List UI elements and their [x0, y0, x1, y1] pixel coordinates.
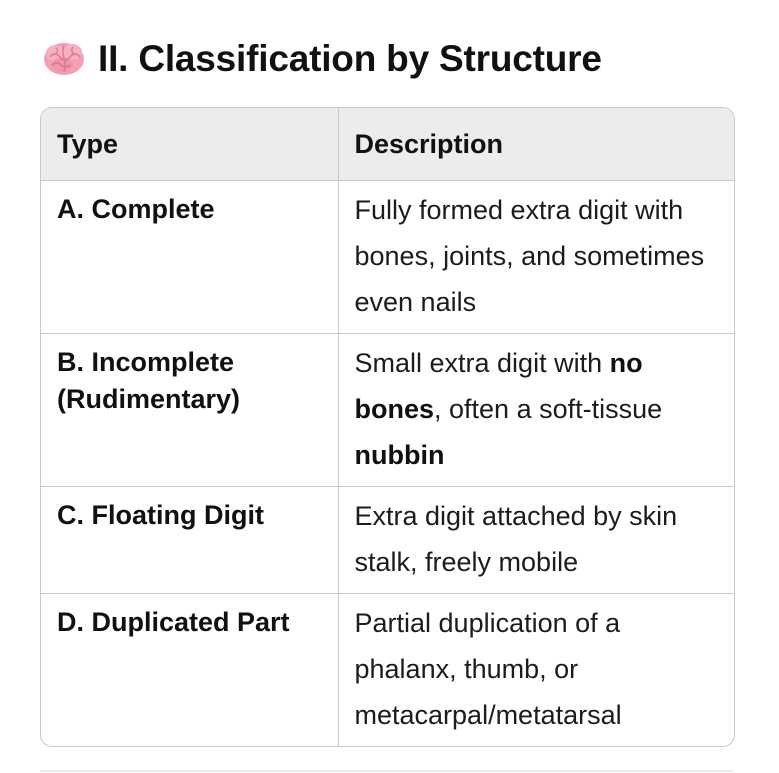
header-description: Description — [338, 108, 734, 181]
table-row — [41, 487, 734, 594]
type-cell: C. Floating Digit — [41, 487, 338, 594]
table-header-row — [41, 108, 734, 181]
table-row — [41, 334, 734, 487]
description-cell: Fully formed extra digit with bones, joints, and sometimes even nails — [338, 181, 734, 334]
type-cell — [41, 334, 338, 487]
description-cell: Extra digit attached by skin stalk, freely mobile — [338, 487, 734, 594]
classification-table — [40, 107, 735, 747]
description-cell: Partial duplication of a phalanx, thumb, or metacarpal/metatarsal — [338, 594, 734, 747]
section-heading — [42, 34, 602, 84]
type-text-sub: (Rudimentary) — [57, 384, 241, 414]
description-cell — [338, 334, 734, 487]
type-cell: D. Duplicated Part — [41, 594, 338, 747]
description-text: Small extra digit with — [354, 348, 610, 378]
type-text: B. Incomplete — [57, 347, 235, 377]
page-title: II. Classification by Structure — [98, 38, 602, 79]
table-row — [41, 181, 734, 334]
type-cell: A. Complete — [57, 194, 215, 224]
description-bold: no bones — [354, 348, 643, 424]
description-text: , often a soft-tissue — [434, 394, 663, 424]
divider — [40, 770, 733, 772]
header-type: Type — [41, 108, 338, 181]
brain-icon — [42, 39, 86, 79]
table-row — [41, 594, 734, 747]
description-bold: nubbin — [354, 440, 445, 470]
